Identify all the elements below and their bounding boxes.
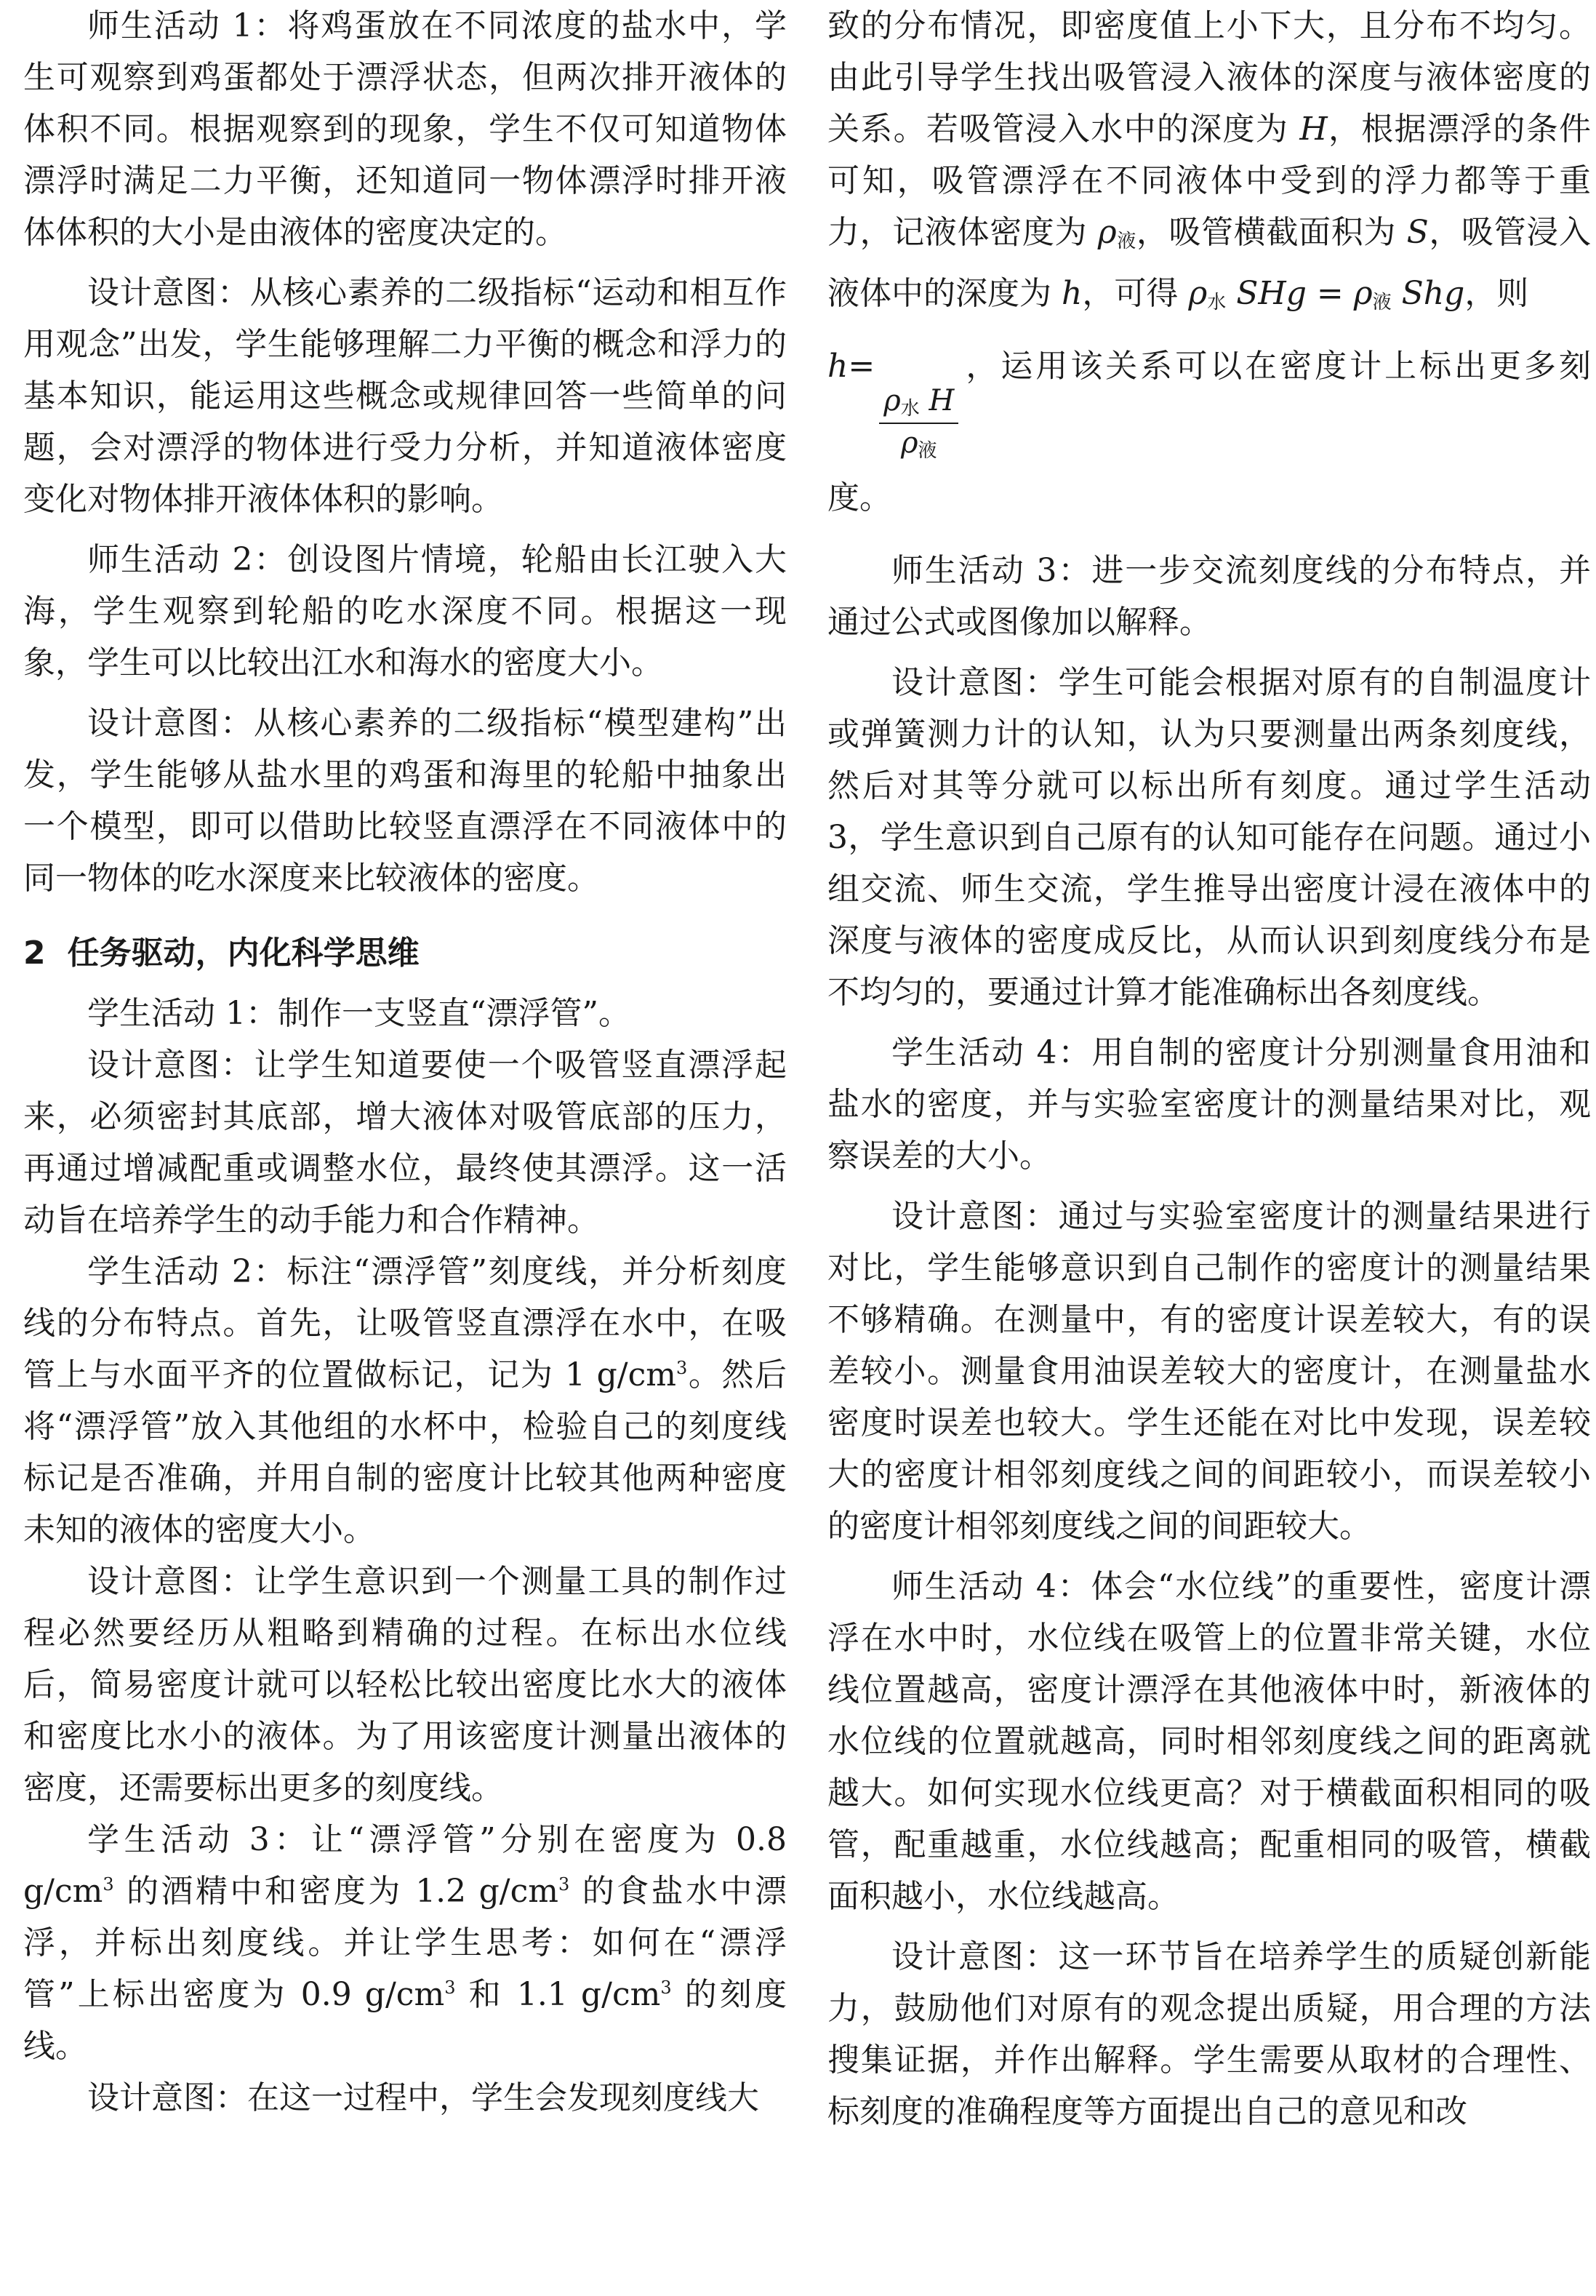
paragraph: 设计意图：这一环节旨在培养学生的质疑创新能力，鼓励他们对原有的观念提出质疑，用合理的方法搜集证据，并作出解释。学生需要从取材的合理性、标刻度的准确程度等方面提出自己的意见和改 [827, 1938, 1591, 2130]
section-title: 任务驱动，内化科学思维 [67, 935, 420, 972]
fraction: $\frac{\rho_水 H}{\rho_液}$ [879, 386, 958, 460]
paragraph: 师生活动 1：将鸡蛋放在不同浓度的盐水中，学生可观察到鸡蛋都处于漂浮状态，但两次排开液体的体积不同。根据观察到的现象，学生不仅可知道物体漂浮时满足二力平衡，还知道同一物体漂浮时排开液体体积的大小是由液体的密度决定的。 [23, 7, 787, 251]
paragraph: 设计意图：通过与实验室密度计的测量结果进行对比，学生能够意识到自己制作的密度计的测量结果不够精确。在测量中，有的密度计误差较大，有的误差较小。测量食用油误差较大的密度计，在测量盐水密度时误差也较大。学生还能在对比中发现，误差较大的密度计相邻刻度线之间的间距较小，而误差较小的密度计相邻刻度线之间的间距较大。 [827, 1198, 1591, 1545]
section-heading [23, 927, 787, 979]
paragraph: 师生活动 3：进一步交流刻度线的分布特点，并通过公式或图像加以解释。 [827, 552, 1591, 641]
left-column [23, 0, 787, 2124]
paragraph: 设计意图：让学生知道要使一个吸管竖直漂浮起来，必须密封其底部，增大液体对吸管底部的压力，再通过增减配重或调整水位，最终使其漂浮。这一活动旨在培养学生的动手能力和合作精神。 [23, 1047, 787, 1239]
formula-paragraph: h= $\frac{\rho_水 H}{\rho_液}$ ，运用该关系可以在密度计上标出更多刻度。 [827, 348, 1591, 516]
paragraph: 设计意图：从核心素养的二级指标“模型建构”出发，学生能够从盐水里的鸡蛋和海里的轮船中抽象出一个模型，即可以借助比较竖直漂浮在不同液体中的同一物体的吃水深度来比较液体的密度。 [23, 705, 787, 897]
paragraph: 师生活动 4：体会“水位线”的重要性，密度计漂浮在水中时，水位线在吸管上的位置非常关键，水位线位置越高，密度计漂浮在其他液体中时，新液体的水位线的位置就越高，同时相邻刻度线之间的距离就越大。如何实现水位线更高？对于横截面积相同的吸管，配重越重，水位线越高；配重相同的吸管，横截面积越小，水位线越高。 [827, 1568, 1591, 1915]
paragraph: 设计意图：学生可能会根据对原有的自制温度计或弹簧测力计的认知，认为只要测量出两条刻度线，然后对其等分就可以标出所有刻度。通过学生活动 3，学生意识到自己原有的认知可能存在问题。通过小组交流、师生交流，学生推导出密度计浸在液体中的深度与液体的密度成反比，从而认识到刻度线分布是不均匀的，要通过计算才能准确标出各刻度线。 [827, 664, 1591, 1011]
paragraph: 学生活动 4：用自制的密度计分别测量食用油和盐水的密度，并与实验室密度计的测量结果对比，观察误差的大小。 [827, 1034, 1591, 1175]
paragraph: 学生活动 1：制作一支竖直“漂浮管”。 [87, 995, 630, 1032]
paragraph: 师生活动 2：创设图片情境，轮船由长江驶入大海，学生观察到轮船的吃水深度不同。根据这一现象，学生可以比较出江水和海水的密度大小。 [23, 541, 787, 681]
paragraph: 学生活动 2：标注“漂浮管”刻度线，并分析刻度线的分布特点。首先，让吸管竖直漂浮在水中，在吸管上与水面平齐的位置做标记，记为 1 $g/cm^3$。然后将“漂浮管”放入其他组的水杯中，检验自己的刻度线标记是否准确，并用自制的密度计比较其他两种密度未知的液体的密度大小。 [23, 1253, 787, 1548]
paragraph-formula: 致的分布情况，即密度值上小下大，且分布不均匀。由此引导学生找出吸管浸入液体的深度与液体密度的关系。若吸管浸入水中的深度为 H，根据漂浮的条件可知，吸管漂浮在不同液体中受到的浮力都等于重力，记液体密度为 $\rho_液$，吸管横截面积为 S，吸管浸入液体中的深度为 h，可得 $\rho_水$ SHg = $\rho_液$ Shg，则 [827, 7, 1591, 313]
section-number: 2 [23, 935, 46, 972]
paragraph: 设计意图：从核心素养的二级指标“运动和相互作用观念”出发，学生能够理解二力平衡的概念和浮力的基本知识，能运用这些概念或规律回答一些简单的问题，会对漂浮的物体进行受力分析，并知道液体密度变化对物体排开液体体积的影响。 [23, 274, 787, 518]
right-column [827, 0, 1591, 2137]
paragraph: 学生活动 3：让“漂浮管”分别在密度为 0.8 $g/cm^3$ 的酒精中和密度为 1.2 $g/cm^3$ 的食盐水中漂浮，并标出刻度线。并让学生思考：如何在“漂浮管”上标出密度为 0.9 $g/cm^3$ 和 1.1 $g/cm^3$ 的刻度线。 [23, 1821, 787, 2065]
paragraph: 设计意图：在这一过程中，学生会发现刻度线大 [87, 2079, 759, 2116]
paragraph: 设计意图：让学生意识到一个测量工具的制作过程必然要经历从粗略到精确的过程。在标出水位线后，简易密度计就可以轻松比较出密度比水大的液体和密度比水小的液体。为了用该密度计测量出液体的密度，还需要标出更多的刻度线。 [23, 1563, 787, 1807]
